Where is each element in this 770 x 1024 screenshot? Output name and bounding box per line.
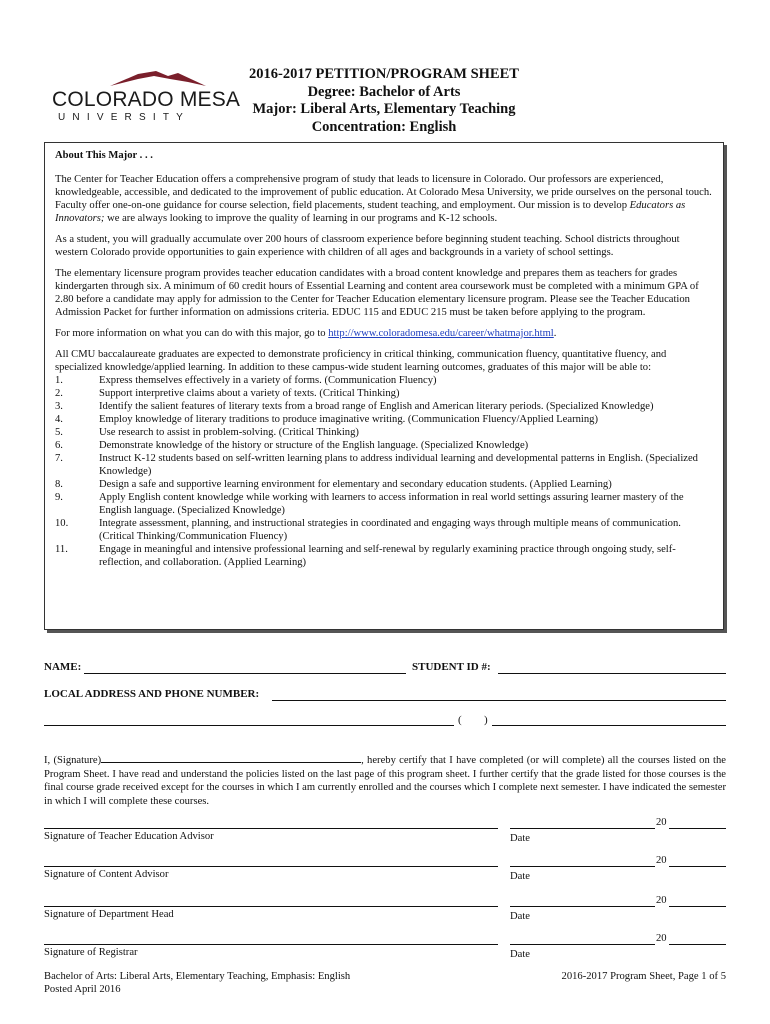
signature-line[interactable] [44, 828, 498, 829]
phone-field[interactable] [492, 725, 726, 726]
outcome-item [55, 517, 713, 543]
phone-open-paren: ( [458, 714, 462, 726]
outcome-item [55, 478, 713, 491]
about-p1-text: The Center for Teacher Education offers a comprehensive program of study that leads to licensure in Colorado. Our professors are experienced, knowledgeable, accessible, and dedicated to the improvement of public education. At Colorado Mesa University, we pride ourselves on the personal touch. Faculty offer one-on-one guidance for course selection, field placements, student teaching, and employment. Our mission is to develop [55, 174, 712, 211]
logo-name: COLORADO MESA [52, 88, 241, 111]
date-label: Date [510, 949, 530, 960]
phone-close-paren: ) [484, 714, 488, 726]
outcome-item [55, 543, 713, 569]
date-line[interactable] [510, 828, 655, 829]
outcome-text: Engage in meaningful and intensive professional learning and self-renewal by regularly examining practice through ongoing study, self-reflection, and collaboration. (Applied Learning) [99, 544, 676, 568]
outcome-number: 4. [55, 414, 63, 425]
date-year-prefix: 20 [656, 855, 667, 866]
footer-posted: Posted April 2016 [44, 984, 121, 995]
outcome-text: Instruct K-12 students based on self-written learning plans to address individual learning and developmental patterns in English. (Specialized Knowledge) [99, 453, 698, 477]
signature-label: Signature of Department Head [44, 909, 174, 920]
outcome-text: Demonstrate knowledge of the history or structure of the English language. (Specialized Knowledge) [99, 440, 529, 451]
outcome-item [55, 439, 713, 452]
date-label: Date [510, 871, 530, 882]
footer-program: Bachelor of Arts: Liberal Arts, Elementary Teaching, Emphasis: English [44, 971, 351, 982]
student-id-field[interactable] [498, 673, 726, 674]
signature-line[interactable] [44, 944, 498, 945]
outcome-item [55, 387, 713, 400]
student-id-label: STUDENT ID #: [412, 661, 491, 673]
outcome-number: 6. [55, 440, 63, 451]
outcome-number: 8. [55, 479, 63, 490]
outcome-number: 5. [55, 427, 63, 438]
footer-page: 2016-2017 Program Sheet, Page 1 of 5 [561, 971, 726, 982]
outcome-text: Identify the salient features of literary texts from a broad range of English and American literary periods. (Specialized Knowledge) [99, 401, 654, 412]
name-field[interactable] [84, 673, 406, 674]
year-line[interactable] [669, 866, 726, 867]
name-label: NAME: [44, 661, 82, 673]
outcome-item [55, 413, 713, 426]
about-p1-emphasis: Educators as Innovators; [55, 200, 686, 224]
address-field[interactable] [272, 700, 726, 701]
footer-left [44, 970, 350, 996]
career-link[interactable]: http://www.coloradomesa.edu/career/whatmajor.html [328, 328, 554, 339]
date-label: Date [510, 911, 530, 922]
outcome-item [55, 426, 713, 439]
about-p1-end: we are always looking to improve the quality of learning in our programs and K-12 schools. [104, 213, 498, 224]
about-major-box [44, 142, 724, 630]
outcome-number: 1. [55, 375, 63, 386]
date-line[interactable] [510, 906, 655, 907]
degree-line: Degree: Bachelor of Arts [307, 83, 461, 100]
outcome-number: 9. [55, 492, 63, 503]
signature-line[interactable] [44, 906, 498, 907]
outcome-text: Employ knowledge of literary traditions to produce imaginative writing. (Communication Fluency/Applied Learning) [99, 414, 598, 425]
date-line[interactable] [510, 866, 655, 867]
outcome-text: Support interpretive claims about a variety of texts. (Critical Thinking) [99, 388, 400, 399]
outcome-item [55, 400, 713, 413]
address-line-2-field[interactable] [44, 725, 454, 726]
certification-statement [44, 752, 726, 808]
date-line[interactable] [510, 944, 655, 945]
cert-text: , hereby certify that I have completed (or will complete) all the courses listed on the Program Sheet. I have read and understand the policies listed on the last page of this program sheet. I further certify that the grade listed for those courses is the final course grade received except for the courses in which I am currently enrolled and the courses which I complete next semester. I have indicated the semester in which I will complete these courses. [44, 755, 726, 807]
cert-signature-field[interactable] [101, 752, 361, 763]
about-p4-end: . [553, 328, 557, 339]
signature-label: Signature of Content Advisor [44, 869, 169, 880]
year-line[interactable] [669, 828, 726, 829]
outcome-text: Design a safe and supportive learning environment for elementary and secondary education students. (Applied Learning) [99, 479, 612, 490]
about-paragraph-4 [55, 327, 713, 340]
outcome-number: 11. [55, 544, 68, 555]
about-paragraph-5: All CMU baccalaureate graduates are expected to demonstrate proficiency in critical thinking, communication fluency, quantitative fluency, and specialized knowledge/applied learning. In addition to these campus-wide student learning outcomes, graduates of this major will be able to: [55, 349, 667, 373]
year-line[interactable] [669, 944, 726, 945]
outcome-number: 7. [55, 453, 63, 464]
year-line[interactable] [669, 906, 726, 907]
mountain-logo-icon [108, 68, 208, 88]
learning-outcomes-list [55, 374, 713, 569]
outcome-text: Integrate assessment, planning, and instructional strategies in coordinated and engaging ways through multiple means of communication. (Critical Thinking/Communication Fluency) [99, 518, 681, 542]
outcome-item [55, 491, 713, 517]
university-logo [52, 68, 241, 126]
outcome-text: Express themselves effectively in a variety of forms. (Communication Fluency) [99, 375, 437, 386]
logo-university: UNIVERSITY [58, 112, 191, 123]
outcome-item [55, 452, 713, 478]
concentration-line: Concentration: English [311, 118, 457, 135]
outcome-item [55, 374, 713, 387]
about-paragraph-1 [55, 173, 713, 225]
about-paragraph-3: The elementary licensure program provides teacher education candidates with a broad content knowledge and prepares them as teachers for grades kindergarten through six. A minimum of 60 credit hours of Essential Learning and content area coursework must be completed with a minimum GPA of 2.80 before a candidate may apply for admission to the Center for Teacher Education elementary licensure program. Please see the Teacher Education Admission Packet for further information on admissions criteria. EDUC 115 and EDUC 215 must be taken before applying to the program. [55, 268, 699, 318]
outcome-number: 10. [55, 518, 69, 529]
about-paragraph-2: As a student, you will gradually accumulate over 200 hours of classroom experience before beginning student teaching. School districts throughout western Colorado provide opportunities to gain experience with children of all ages and backgrounds in a variety of school settings. [55, 234, 680, 258]
date-label: Date [510, 833, 530, 844]
about-p4-text: For more information on what you can do with this major, go to [55, 328, 329, 339]
outcome-number: 2. [55, 388, 63, 399]
title-line-1: 2016-2017 PETITION/PROGRAM SHEET [249, 66, 519, 82]
date-year-prefix: 20 [656, 895, 667, 906]
signature-label: Signature of Teacher Education Advisor [44, 831, 214, 842]
outcome-text: Use research to assist in problem-solving. (Critical Thinking) [99, 427, 359, 438]
page-title [230, 66, 538, 136]
date-year-prefix: 20 [656, 817, 667, 828]
signature-line[interactable] [44, 866, 498, 867]
cert-prefix: I, (Signature) [44, 755, 102, 766]
outcome-number: 3. [55, 401, 63, 412]
about-title: About This Major . . . [55, 150, 153, 161]
major-line: Major: Liberal Arts, Elementary Teaching [252, 101, 516, 117]
outcome-text: Apply English content knowledge while working with learners to access information in real world settings assuring learner mastery of the English language. (Specialized Knowledge) [99, 492, 684, 516]
date-year-prefix: 20 [656, 933, 667, 944]
address-label: LOCAL ADDRESS AND PHONE NUMBER: [44, 688, 260, 700]
signature-label: Signature of Registrar [44, 947, 138, 958]
